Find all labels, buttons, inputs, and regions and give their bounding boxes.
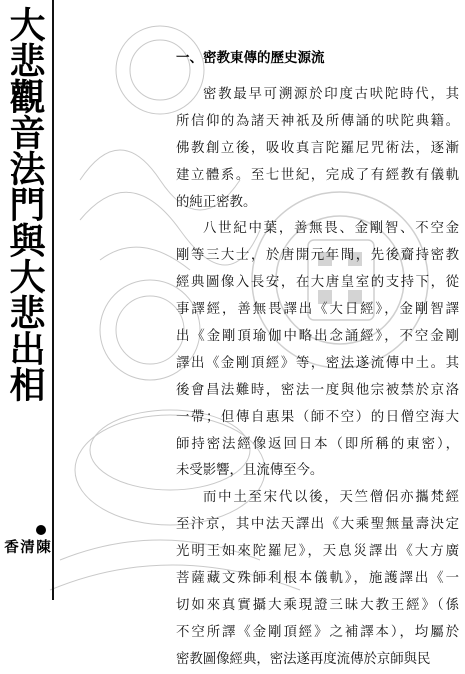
text-line: 所信仰的為諸天神祇及所傳誦的吠陀典籍。 <box>176 113 459 129</box>
text-line: 經典圖像入長安，在大唐皇室的支持下，從 <box>176 275 459 291</box>
text-line: 未受影響，且流傳至今。 <box>176 463 324 479</box>
text-line: 至汴京，其中法天譯出《大乘聖無量壽決定 <box>176 517 459 533</box>
text-line: 師持密法經像返回日本（即所稱的東密）， <box>176 436 459 452</box>
text-line: 一帶；但傳自惠果（師不空）的日僧空海大 <box>176 409 459 425</box>
body-text <box>176 82 459 674</box>
paragraph <box>176 485 459 673</box>
text-line: 不空所譯《金剛頂經》之補譯本），均屬於 <box>176 624 459 640</box>
text-line: 後會昌法難時，密法一度與他宗被禁於京洛 <box>176 382 459 398</box>
text-line: 八世紀中葉，善無畏、金剛智、不空金 <box>203 221 459 237</box>
text-line: 譯出《金剛頂經》等，密法遂流傳中土。其 <box>176 355 459 371</box>
text-line: 密教圖像經典，密法遂再度流傳於京師與民 <box>176 651 431 667</box>
author-name: 陳清香 <box>2 539 50 554</box>
text-line: 剛等三大士，於唐開元年間，先後齎持密教 <box>176 248 459 264</box>
paragraph <box>176 216 459 485</box>
text-line: 佛教創立後，吸收真言陀羅尼咒術法，逐漸 <box>176 140 459 156</box>
text-line: 密教最早可溯源於印度古吠陀時代，其 <box>203 87 459 102</box>
bullet-icon <box>36 525 46 535</box>
section-heading: 一、密教東傳的歷史源流 <box>176 50 325 66</box>
text-line: 菩薩藏文殊師利根本儀軌》，施護譯出《一 <box>176 571 459 587</box>
text-line: 出《金剛頂瑜伽中略出念誦經》，不空金剛 <box>176 329 459 345</box>
book-title-vertical: 大悲觀音法門與大悲出相 <box>4 6 46 402</box>
text-line: 事譯經，善無畏譯出《大日經》，金剛智譯 <box>176 302 459 318</box>
text-line: 而中土至宋代以後，天竺僧侶亦攜梵經 <box>203 490 459 506</box>
text-line: 的純正密教。 <box>176 194 257 210</box>
text-line: 切如來真實攝大乘現證三昧大教王經》（係 <box>176 597 459 613</box>
column-divider <box>52 0 54 600</box>
text-line: 建立體系。至七世紀，完成了有經教有儀軌 <box>176 167 459 183</box>
paragraph <box>176 82 459 216</box>
text-line: 光明王如來陀羅尼》，天息災譯出《大方廣 <box>176 544 459 560</box>
